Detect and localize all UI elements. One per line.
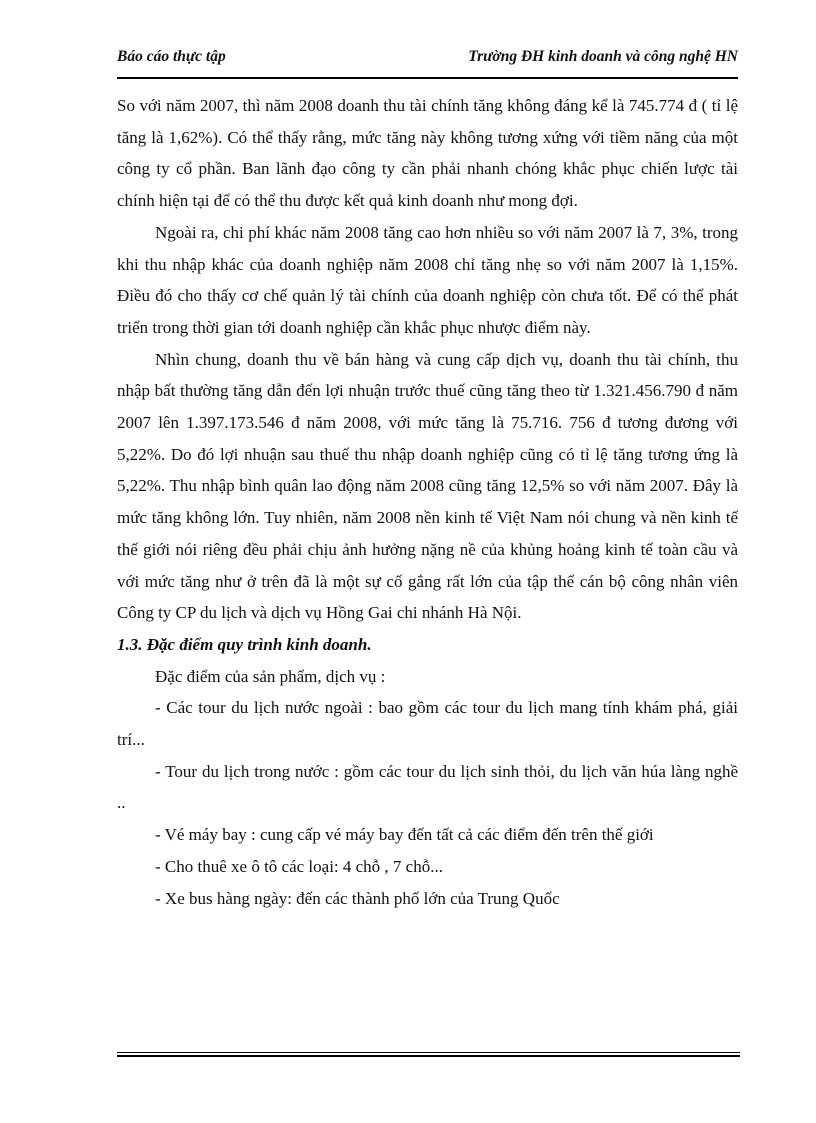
list-item-car-rental: - Cho thuê xe ô tô các loại: 4 chỗ , 7 chỗ... bbox=[155, 856, 443, 876]
footer-divider-thin bbox=[117, 1052, 740, 1053]
paragraph-financial-revenue: So với năm 2007, thì năm 2008 doanh thu tài chính tăng không đáng kể là 745.774 đ ( tỉ lệ tăng là 1,62%). Có thể thấy rằng, mức tăng này không tương xứng với tiềm năng của một công ty cổ phần. Ban lãnh đạo công ty cần phải nhanh chóng khắc phục chiến lược tài chính hiện tại để có thể thu được kết quả kinh doanh như mong đợi. bbox=[117, 96, 738, 211]
header-report-title: Báo cáo thực tập bbox=[117, 48, 226, 65]
list-item-air-tickets: - Vé máy bay : cung cấp vé máy bay đến tất cả các điểm đến trên thế giới bbox=[155, 825, 654, 845]
section-heading: 1.3. Đặc điểm quy trình kinh doanh. bbox=[117, 634, 372, 654]
list-item-domestic-tours: - Tour du lịch trong nước : gồm các tour du lịch sinh thỏi, du lịch văn húa làng nghề .. bbox=[117, 761, 738, 813]
document-body bbox=[117, 90, 738, 914]
paragraph-other-costs: Ngoài ra, chi phí khác năm 2008 tăng cao hơn nhiều so với năm 2007 là 7, 3%, trong khi thu nhập khác của doanh nghiệp năm 2008 chỉ tăng nhẹ so với năm 2007 là 1,15%. Điều đó cho thấy cơ chế quản lý tài chính của doanh nghiệp còn chưa tốt. Để có thể phát triển trong thời gian tới doanh nghiệp cần khắc phục nhược điểm này. bbox=[117, 222, 738, 337]
footer-divider-thick bbox=[117, 1055, 740, 1057]
paragraph-overall-summary: Nhìn chung, doanh thu về bán hàng và cung cấp dịch vụ, doanh thu tài chính, thu nhập bất thường tăng dẫn đến lợi nhuận trước thuế cũng tăng theo từ 1.321.456.790 đ năm 2007 lên 1.397.173.546 đ năm 2008, với mức tăng là 75.716. 756 đ tương đương với 5,22%. Do đó lợi nhuận sau thuế thu nhập doanh nghiệp cũng có tỉ lệ tăng tương ứng là 5,22%. Thu nhập bình quân lao động năm 2008 cũng tăng 12,5% so với năm 2007. Đây là mức tăng không lớn. Tuy nhiên, năm 2008 nền kinh tế Việt Nam nói chung và nền kinh tế thế giới nói riêng đều phải chịu ảnh hưởng nặng nề của khủng hoảng kinh tế toàn cầu và với mức tăng như ở trên đã là một sự cố gắng rất lớn của tập thể cán bộ công nhân viên Công ty CP du lịch và dịch vụ Hồng Gai chi nhánh Hà Nội. bbox=[117, 349, 738, 623]
header-university-name: Trường ĐH kinh doanh và công nghệ HN bbox=[468, 48, 738, 65]
list-item-foreign-tours: - Các tour du lịch nước ngoài : bao gồm các tour du lịch mang tính khám phá, giải trí... bbox=[117, 698, 738, 750]
section-intro: Đặc điểm của sản phẩm, dịch vụ : bbox=[155, 666, 386, 686]
list-item-daily-bus: - Xe bus hàng ngày: đến các thành phố lớn của Trung Quốc bbox=[155, 888, 560, 908]
page-header bbox=[117, 48, 738, 74]
header-divider bbox=[117, 77, 738, 79]
